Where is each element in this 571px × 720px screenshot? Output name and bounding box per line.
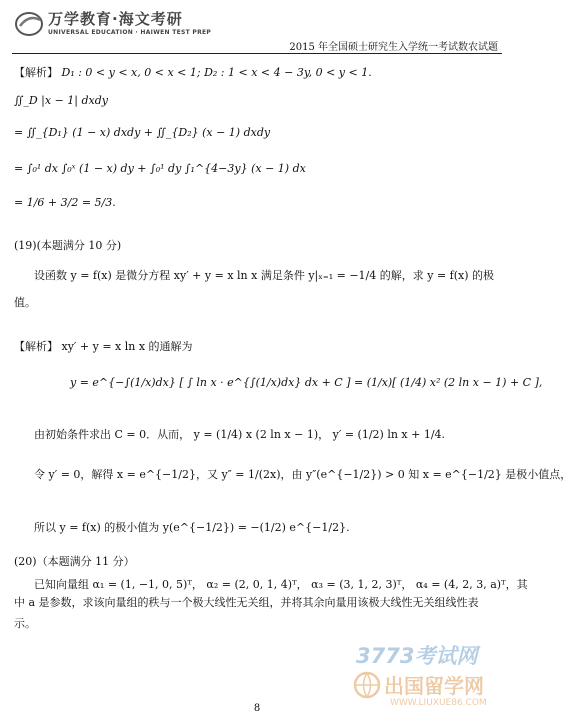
solution-18-domains — [14, 64, 500, 80]
globe-icon — [352, 670, 382, 700]
problem-19-heading: (19)(本题满分 10 分) — [14, 239, 122, 252]
logo-emblem-icon — [14, 10, 44, 38]
problem-20-heading: (20)（本题满分 11 分） — [14, 555, 135, 568]
watermark-url: WWW.LIUXUE86.COM — [390, 698, 487, 708]
general-solution-formula: y = e^{−∫(1/x)dx} [ ∫ ln x · e^{∫(1/x)dx} dx + C ] = (1/x)[ (1/4) x² (2 ln x − 1) + C ], — [70, 376, 543, 389]
critical-point-step: 令 y′ = 0，解得 x = e^{−1/2}，又 y″ = 1/(2x)，由 y″(e^{−1/2}) > 0 知 x = e^{−1/2} 是极小值点， — [34, 468, 571, 481]
page-number: 8 — [253, 703, 261, 714]
exam-title: 2015 年全国硕士研究生入学统一考试数农试题 — [289, 42, 498, 53]
iterated-integral-step: = ∫₀¹ dx ∫₀ˣ (1 − x) dy + ∫₀¹ dy ∫₁^{4−3y} (x − 1) dx — [14, 162, 306, 175]
watermark-site-name: 3773考试网 — [356, 644, 478, 668]
domain-definition: D₁ : 0 < y < x, 0 < x < 1; D₂ : 1 < x < 4 − 3y, 0 < y < 1. — [61, 66, 372, 79]
problem-20-question: 中 a 是参数，求该向量组的秩与一个极大线性无关组，并将其余向量用该极大线性无关组线性表示。 — [14, 596, 479, 630]
logo-text: 万学教育·海文考研 — [48, 10, 183, 28]
problem-19-statement: 设函数 y = f(x) 是微分方程 xy′ + y = x ln x 满足条件 y|ₓ₌₁ = −1/4 的解，求 y = f(x) 的极 — [34, 269, 495, 282]
minimum-value-step: 所以 y = f(x) 的极小值为 y(e^{−1/2}) = −(1/2) e^{−1/2}. — [34, 521, 350, 534]
double-integral: ∬_D |x − 1| dxdy — [14, 94, 109, 107]
publisher-logo — [14, 8, 244, 42]
integral-split-step: = ∬_{D₁} (1 − x) dxdy + ∬_{D₂} (x − 1) dxdy — [14, 126, 271, 139]
header-divider — [12, 53, 502, 54]
problem-20-vectors: 已知向量组 α₁ = (1, −1, 0, 5)ᵀ， α₂ = (2, 0, 1, 4)ᵀ， α₃ = (3, 1, 2, 3)ᵀ， α₄ = (4, 2, 3, a)ᵀ，其 — [34, 578, 528, 591]
watermark-brand: 出国留学网 — [384, 674, 484, 698]
initial-condition-step: 由初始条件求出 C = 0．从而， y = (1/4) x (2 ln x − 1)， y′ = (1/2) ln x + 1/4. — [34, 428, 446, 441]
logo-subtext: UNIVERSAL EDUCATION · HAIWEN TEST PREP — [48, 29, 212, 36]
integral-result: = 1/6 + 3/2 = 5/3. — [14, 196, 116, 209]
solution-19-intro: 【解析】 xy′ + y = x ln x 的通解为 — [14, 340, 193, 353]
problem-19-statement-cont: 值。 — [14, 296, 36, 309]
solution-label: 【解析】 — [14, 66, 58, 79]
